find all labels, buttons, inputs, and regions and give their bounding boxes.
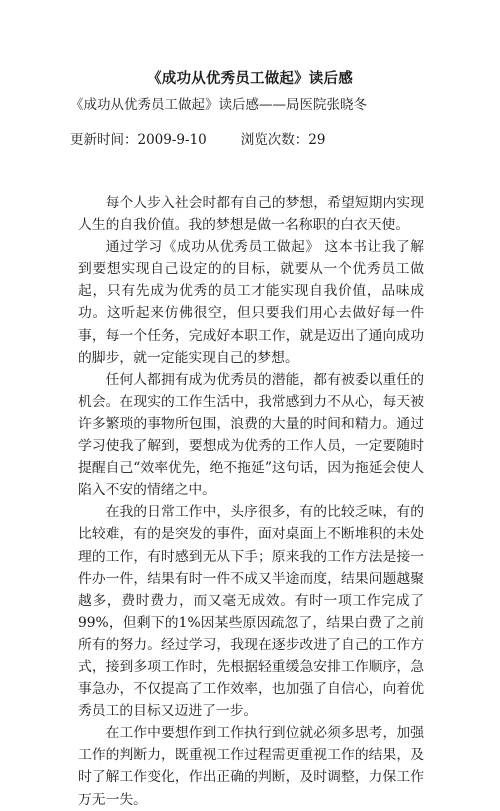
view-count: 浏览次数：29 bbox=[240, 132, 326, 148]
paragraph: 任何人都拥有成为优秀员的潜能，都有被委以重任的机会。在现实的工作生活中，我常感到力不从心，每天被许多繁琐的事物所包围，浪费的大量的时间和精力。通过学习使我了解到，要想成为优秀的工作人员，一定要随时提醒自己“效率优先，绝不拖延”这句话，因为拖延会使人陷入不安的情绪之中。 bbox=[78, 371, 424, 499]
article-body bbox=[78, 192, 424, 811]
article-meta bbox=[70, 128, 325, 148]
article-subtitle: 《成功从优秀员工做起》读后感——局医院张晓冬 bbox=[70, 97, 367, 113]
paragraph: 在工作中要想作到工作执行到位就必须多思考，加强工作的判断力，既重视工作过程需更重视工作的结果，及时了解工作变化，作出正确的判断，及时调整，力保工作万无一失。 bbox=[78, 725, 424, 808]
paragraph: 在我的日常工作中，头序很多，有的比较乏味，有的比较难，有的是突发的事件，面对桌面上不断堆积的未处理的工作，有时感到无从下手；原来我的工作方法是接一件办一件，结果有时一件不成又半途而度，结果问题越聚越多，费时费力，而又毫无成效。有时一项工作完成了99%，但剩下的1%因某些原因疏忽了，结果白费了之前所有的努力。经过学习，我现在逐步改进了自己的工作方式，接到多项工作时，先根据轻重缓急安排工作顺序，急事急办，不仅提高了工作效率，也加强了自信心，向着优秀员工的目标又迈进了一步。 bbox=[78, 504, 424, 720]
paragraph: 通过学习《成功从优秀员工做起》 这本书让我了解到要想实现自己设定的的目标，就要从一个优秀员工做起，只有先成为优秀的员工才能实现自我价值，品味成功。这听起来仿佛很空，但只要我们用心去做好每一件事，每一个任务，完成好本职工作，就是迈出了通向成功的脚步，就一定能实现自己的梦想。 bbox=[78, 239, 424, 366]
paragraph: 每个人步入社会时都有自己的梦想，希望短期内实现人生的自我价值。我的梦想是做一名称职的白衣天使。 bbox=[78, 195, 424, 234]
update-time: 更新时间：2009-9-10 bbox=[70, 132, 207, 148]
page-title: 《成功从优秀员工做起》读后感 bbox=[147, 70, 353, 87]
